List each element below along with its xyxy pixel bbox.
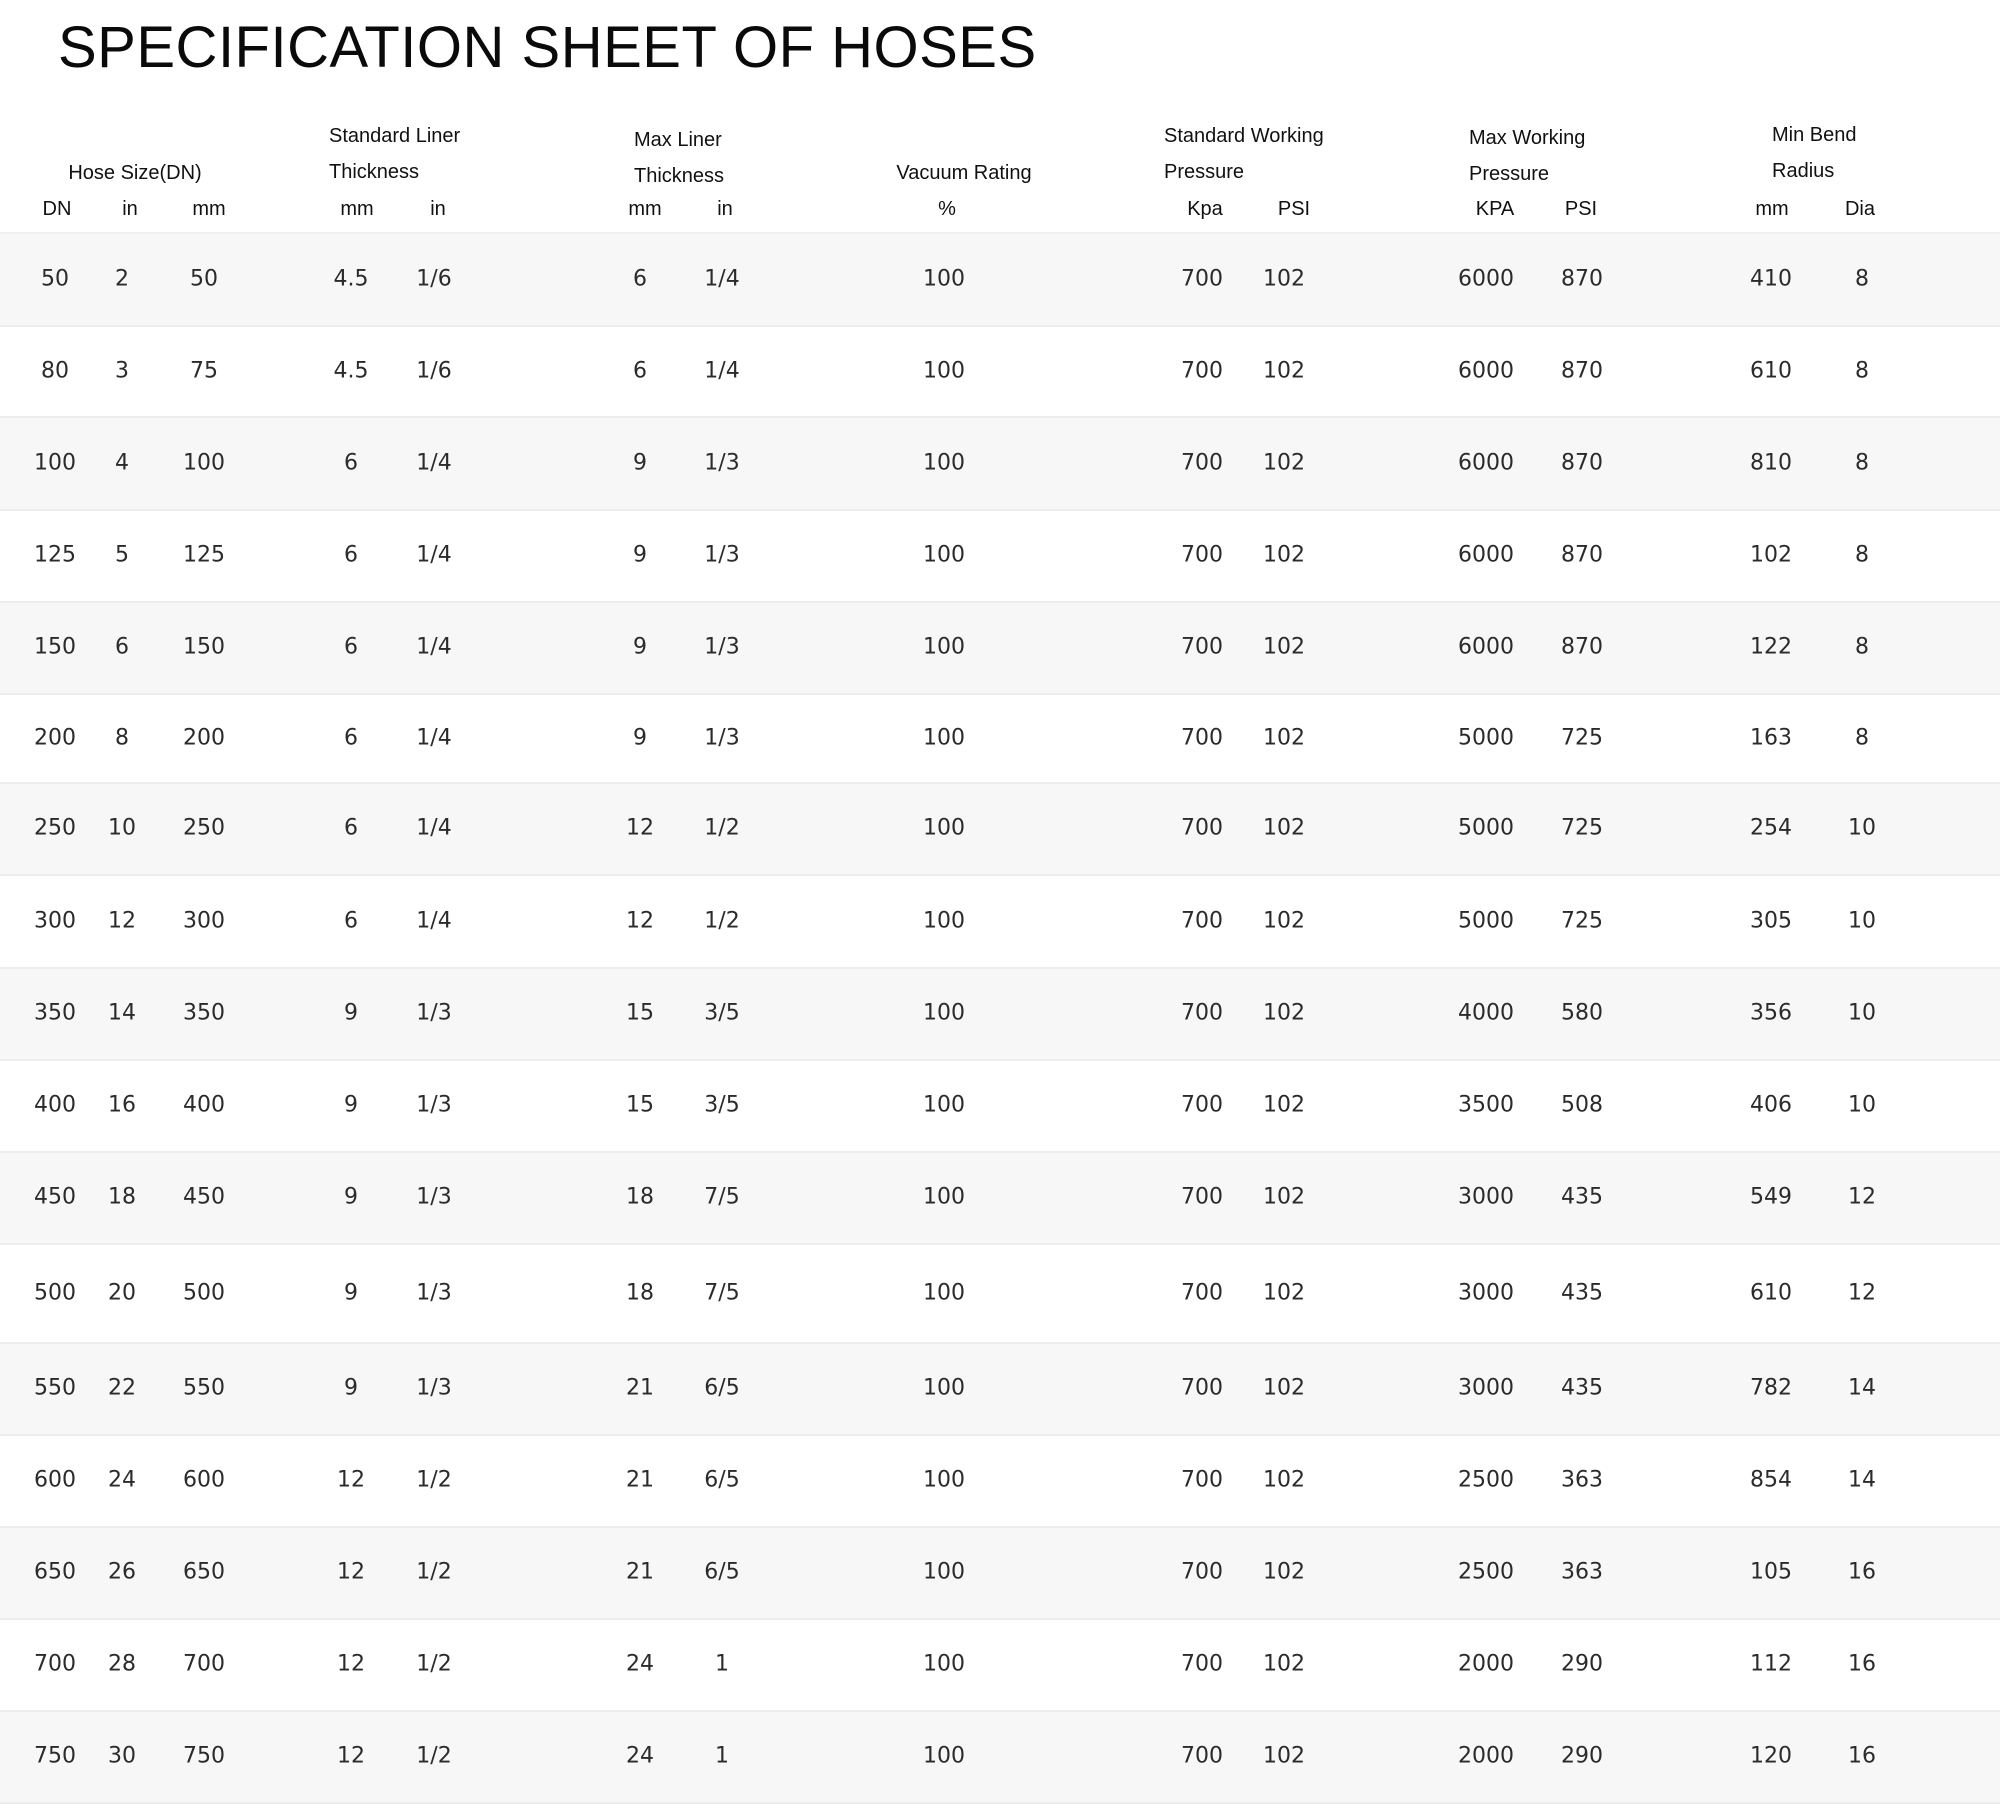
cell-in: 30 bbox=[108, 1743, 136, 1769]
cell-in: 24 bbox=[108, 1467, 136, 1493]
cell-max-wp-kpa: 6000 bbox=[1458, 450, 1514, 475]
cell-max-liner-mm: 9 bbox=[633, 450, 647, 475]
cell-dn: 300 bbox=[34, 908, 76, 933]
cell-vacuum: 100 bbox=[923, 908, 965, 933]
header-vacuum-rating: Vacuum Rating bbox=[896, 162, 1032, 184]
cell-bend-mm: 163 bbox=[1750, 725, 1792, 750]
table-row bbox=[0, 695, 2000, 784]
cell-std-wp-kpa: 700 bbox=[1181, 908, 1223, 933]
cell-dn: 80 bbox=[41, 358, 69, 383]
cell-max-wp-psi: 725 bbox=[1561, 815, 1603, 841]
cell-std-liner-mm: 12 bbox=[337, 1559, 365, 1585]
cell-std-wp-psi: 102 bbox=[1263, 542, 1305, 568]
cell-std-wp-kpa: 700 bbox=[1181, 1559, 1223, 1585]
cell-std-liner-mm: 6 bbox=[344, 634, 358, 660]
table-row bbox=[0, 1061, 2000, 1153]
cell-std-liner-mm: 9 bbox=[344, 1375, 358, 1401]
cell-max-liner-in: 1/4 bbox=[704, 358, 740, 383]
cell-mm: 300 bbox=[183, 908, 225, 933]
cell-max-liner-mm: 15 bbox=[626, 1000, 654, 1026]
cell-max-liner-in: 1/2 bbox=[704, 815, 740, 841]
cell-bend-mm: 305 bbox=[1750, 908, 1792, 933]
table-row bbox=[0, 876, 2000, 969]
cell-bend-mm: 356 bbox=[1750, 1000, 1792, 1026]
cell-bend-dia: 8 bbox=[1855, 266, 1869, 291]
cell-max-liner-mm: 15 bbox=[626, 1092, 654, 1118]
cell-std-liner-in: 1/3 bbox=[416, 1092, 452, 1118]
cell-dn: 250 bbox=[34, 815, 76, 841]
cell-max-wp-psi: 435 bbox=[1561, 1184, 1603, 1210]
cell-std-wp-kpa: 700 bbox=[1181, 266, 1223, 291]
cell-std-wp-psi: 102 bbox=[1263, 815, 1305, 841]
page-title: SPECIFICATION SHEET OF HOSES bbox=[58, 15, 1037, 80]
cell-max-wp-kpa: 6000 bbox=[1458, 266, 1514, 291]
cell-bend-dia: 8 bbox=[1855, 634, 1869, 660]
cell-max-liner-mm: 24 bbox=[626, 1743, 654, 1769]
cell-mm: 550 bbox=[183, 1375, 225, 1401]
cell-in: 16 bbox=[108, 1092, 136, 1118]
cell-max-wp-psi: 435 bbox=[1561, 1280, 1603, 1305]
cell-vacuum: 100 bbox=[923, 358, 965, 383]
cell-vacuum: 100 bbox=[923, 1280, 965, 1305]
cell-in: 20 bbox=[108, 1280, 136, 1305]
unit-in: in bbox=[122, 198, 138, 220]
table-row bbox=[0, 1620, 2000, 1712]
cell-bend-mm: 549 bbox=[1750, 1184, 1792, 1210]
cell-max-liner-in: 1/2 bbox=[704, 908, 740, 933]
cell-bend-dia: 14 bbox=[1848, 1467, 1876, 1493]
cell-bend-dia: 10 bbox=[1848, 1000, 1876, 1026]
cell-vacuum: 100 bbox=[923, 1559, 965, 1585]
cell-std-liner-mm: 9 bbox=[344, 1280, 358, 1305]
header-max-liner-line2: Thickness bbox=[634, 165, 725, 187]
table-row bbox=[0, 784, 2000, 876]
cell-std-liner-in: 1/4 bbox=[416, 634, 452, 660]
cell-max-wp-kpa: 2500 bbox=[1458, 1467, 1514, 1493]
cell-dn: 700 bbox=[34, 1651, 76, 1677]
cell-mm: 200 bbox=[183, 725, 225, 750]
cell-max-wp-kpa: 6000 bbox=[1458, 358, 1514, 383]
cell-dn: 50 bbox=[41, 266, 69, 291]
header-max-working-pressure-line2: Pressure bbox=[1469, 163, 1550, 185]
cell-std-wp-psi: 102 bbox=[1263, 1184, 1305, 1210]
cell-vacuum: 100 bbox=[923, 1092, 965, 1118]
table-row bbox=[0, 1153, 2000, 1245]
cell-std-liner-in: 1/3 bbox=[416, 1375, 452, 1401]
cell-max-wp-kpa: 5000 bbox=[1458, 815, 1514, 841]
cell-in: 28 bbox=[108, 1651, 136, 1677]
cell-max-liner-mm: 12 bbox=[626, 815, 654, 841]
cell-std-wp-psi: 102 bbox=[1263, 358, 1305, 383]
cell-dn: 750 bbox=[34, 1743, 76, 1769]
header-standard-working-pressure-line1: Standard Working bbox=[1164, 125, 1324, 147]
cell-mm: 600 bbox=[183, 1467, 225, 1493]
header-min-bend-radius-line2: Radius bbox=[1772, 160, 1835, 182]
unit-mm: mm bbox=[192, 198, 226, 220]
table-row bbox=[0, 1344, 2000, 1436]
cell-max-liner-mm: 18 bbox=[626, 1280, 654, 1305]
unit-std-liner-in: in bbox=[430, 198, 446, 220]
cell-std-wp-psi: 102 bbox=[1263, 1092, 1305, 1118]
cell-std-liner-in: 1/2 bbox=[416, 1651, 452, 1677]
cell-std-wp-kpa: 700 bbox=[1181, 542, 1223, 568]
cell-max-liner-in: 7/5 bbox=[704, 1184, 740, 1210]
cell-in: 22 bbox=[108, 1375, 136, 1401]
cell-std-wp-psi: 102 bbox=[1263, 634, 1305, 660]
unit-max-liner-mm: mm bbox=[628, 198, 662, 220]
cell-bend-dia: 12 bbox=[1848, 1184, 1876, 1210]
cell-std-liner-mm: 6 bbox=[344, 908, 358, 933]
cell-bend-dia: 10 bbox=[1848, 1092, 1876, 1118]
cell-max-wp-kpa: 2500 bbox=[1458, 1559, 1514, 1585]
cell-max-wp-kpa: 2000 bbox=[1458, 1743, 1514, 1769]
cell-max-wp-kpa: 6000 bbox=[1458, 542, 1514, 568]
header-min-bend-radius-line1: Min Bend bbox=[1772, 124, 1857, 146]
cell-vacuum: 100 bbox=[923, 450, 965, 475]
cell-max-liner-in: 1/4 bbox=[704, 266, 740, 291]
cell-mm: 750 bbox=[183, 1743, 225, 1769]
cell-vacuum: 100 bbox=[923, 634, 965, 660]
cell-dn: 450 bbox=[34, 1184, 76, 1210]
cell-bend-mm: 102 bbox=[1750, 542, 1792, 568]
cell-mm: 450 bbox=[183, 1184, 225, 1210]
cell-std-wp-psi: 102 bbox=[1263, 1000, 1305, 1026]
cell-std-wp-kpa: 700 bbox=[1181, 634, 1223, 660]
cell-std-liner-mm: 9 bbox=[344, 1000, 358, 1026]
cell-std-wp-psi: 102 bbox=[1263, 908, 1305, 933]
cell-max-liner-in: 6/5 bbox=[704, 1375, 740, 1401]
cell-max-liner-mm: 18 bbox=[626, 1184, 654, 1210]
cell-bend-dia: 16 bbox=[1848, 1743, 1876, 1769]
cell-std-liner-mm: 4.5 bbox=[333, 358, 369, 383]
cell-std-wp-kpa: 700 bbox=[1181, 1280, 1223, 1305]
cell-max-liner-mm: 21 bbox=[626, 1467, 654, 1493]
cell-max-liner-in: 1 bbox=[715, 1651, 729, 1677]
cell-bend-dia: 16 bbox=[1848, 1651, 1876, 1677]
cell-std-wp-kpa: 700 bbox=[1181, 1000, 1223, 1026]
cell-std-wp-kpa: 700 bbox=[1181, 815, 1223, 841]
cell-max-liner-mm: 9 bbox=[633, 725, 647, 750]
cell-in: 10 bbox=[108, 815, 136, 841]
cell-std-wp-psi: 102 bbox=[1263, 725, 1305, 750]
cell-bend-dia: 12 bbox=[1848, 1280, 1876, 1305]
cell-mm: 125 bbox=[183, 542, 225, 568]
cell-std-liner-mm: 6 bbox=[344, 450, 358, 475]
cell-max-liner-in: 1/3 bbox=[704, 450, 740, 475]
cell-max-wp-psi: 870 bbox=[1561, 542, 1603, 568]
cell-max-wp-psi: 725 bbox=[1561, 908, 1603, 933]
cell-std-liner-in: 1/4 bbox=[416, 908, 452, 933]
cell-max-liner-in: 1 bbox=[715, 1743, 729, 1769]
cell-bend-mm: 610 bbox=[1750, 358, 1792, 383]
cell-vacuum: 100 bbox=[923, 1000, 965, 1026]
table-row bbox=[0, 969, 2000, 1061]
table-row bbox=[0, 327, 2000, 418]
cell-vacuum: 100 bbox=[923, 815, 965, 841]
cell-max-liner-in: 3/5 bbox=[704, 1000, 740, 1026]
cell-max-liner-mm: 21 bbox=[626, 1375, 654, 1401]
cell-bend-dia: 8 bbox=[1855, 725, 1869, 750]
cell-std-wp-psi: 102 bbox=[1263, 266, 1305, 291]
cell-std-liner-mm: 6 bbox=[344, 725, 358, 750]
cell-std-liner-mm: 12 bbox=[337, 1651, 365, 1677]
table-row bbox=[0, 1712, 2000, 1804]
cell-in: 26 bbox=[108, 1559, 136, 1585]
cell-bend-dia: 10 bbox=[1848, 908, 1876, 933]
cell-bend-mm: 406 bbox=[1750, 1092, 1792, 1118]
cell-std-wp-kpa: 700 bbox=[1181, 1651, 1223, 1677]
cell-bend-mm: 112 bbox=[1750, 1651, 1792, 1677]
header-max-liner-line1: Max Liner bbox=[634, 129, 722, 151]
cell-max-wp-psi: 363 bbox=[1561, 1467, 1603, 1493]
cell-bend-dia: 10 bbox=[1848, 815, 1876, 841]
cell-bend-dia: 8 bbox=[1855, 450, 1869, 475]
table-row bbox=[0, 1528, 2000, 1620]
unit-bend-mm: mm bbox=[1755, 198, 1789, 220]
unit-std-wp-kpa: Kpa bbox=[1187, 198, 1223, 220]
cell-std-liner-mm: 9 bbox=[344, 1184, 358, 1210]
cell-mm: 75 bbox=[190, 358, 218, 383]
cell-max-wp-psi: 870 bbox=[1561, 358, 1603, 383]
cell-max-wp-psi: 870 bbox=[1561, 634, 1603, 660]
cell-max-wp-psi: 363 bbox=[1561, 1559, 1603, 1585]
unit-max-wp-kpa: KPA bbox=[1475, 198, 1515, 220]
cell-max-wp-kpa: 4000 bbox=[1458, 1000, 1514, 1026]
cell-max-wp-psi: 508 bbox=[1561, 1092, 1603, 1118]
cell-max-liner-mm: 12 bbox=[626, 908, 654, 933]
cell-max-wp-psi: 870 bbox=[1561, 266, 1603, 291]
unit-std-liner-mm: mm bbox=[340, 198, 374, 220]
cell-max-wp-psi: 290 bbox=[1561, 1743, 1603, 1769]
cell-std-wp-kpa: 700 bbox=[1181, 358, 1223, 383]
cell-std-liner-in: 1/3 bbox=[416, 1000, 452, 1026]
cell-max-wp-kpa: 3500 bbox=[1458, 1092, 1514, 1118]
cell-mm: 50 bbox=[190, 266, 218, 291]
cell-max-liner-mm: 9 bbox=[633, 634, 647, 660]
cell-vacuum: 100 bbox=[923, 1184, 965, 1210]
table-row bbox=[0, 418, 2000, 511]
cell-std-liner-in: 1/3 bbox=[416, 1280, 452, 1305]
cell-std-wp-psi: 102 bbox=[1263, 1743, 1305, 1769]
cell-std-liner-mm: 4.5 bbox=[333, 266, 369, 291]
cell-mm: 350 bbox=[183, 1000, 225, 1026]
cell-max-wp-psi: 870 bbox=[1561, 450, 1603, 475]
cell-dn: 125 bbox=[34, 542, 76, 568]
cell-in: 5 bbox=[115, 542, 129, 568]
cell-in: 4 bbox=[115, 450, 129, 475]
cell-std-liner-mm: 12 bbox=[337, 1467, 365, 1493]
cell-in: 3 bbox=[115, 358, 129, 383]
cell-std-wp-kpa: 700 bbox=[1181, 1375, 1223, 1401]
header-standard-liner-line1: Standard Liner bbox=[329, 125, 461, 147]
cell-max-liner-in: 6/5 bbox=[704, 1467, 740, 1493]
cell-std-wp-kpa: 700 bbox=[1181, 450, 1223, 475]
unit-max-wp-psi: PSI bbox=[1564, 198, 1598, 220]
cell-max-wp-psi: 580 bbox=[1561, 1000, 1603, 1026]
cell-max-liner-in: 7/5 bbox=[704, 1280, 740, 1305]
cell-mm: 500 bbox=[183, 1280, 225, 1305]
cell-max-wp-kpa: 5000 bbox=[1458, 908, 1514, 933]
cell-max-liner-mm: 6 bbox=[633, 266, 647, 291]
cell-std-liner-mm: 6 bbox=[344, 542, 358, 568]
table-row bbox=[0, 1436, 2000, 1528]
cell-in: 18 bbox=[108, 1184, 136, 1210]
cell-std-liner-mm: 12 bbox=[337, 1743, 365, 1769]
cell-vacuum: 100 bbox=[923, 542, 965, 568]
cell-max-wp-kpa: 6000 bbox=[1458, 634, 1514, 660]
cell-vacuum: 100 bbox=[923, 266, 965, 291]
unit-std-wp-psi: PSI bbox=[1277, 198, 1311, 220]
cell-bend-mm: 782 bbox=[1750, 1375, 1792, 1401]
table-row bbox=[0, 1245, 2000, 1344]
cell-vacuum: 100 bbox=[923, 1743, 965, 1769]
unit-max-liner-in: in bbox=[717, 198, 733, 220]
header-standard-working-pressure-line2: Pressure bbox=[1164, 161, 1245, 183]
cell-mm: 650 bbox=[183, 1559, 225, 1585]
cell-max-liner-in: 1/3 bbox=[704, 725, 740, 750]
header-hose-size: Hose Size(DN) bbox=[68, 162, 202, 184]
cell-bend-mm: 105 bbox=[1750, 1559, 1792, 1585]
cell-dn: 650 bbox=[34, 1559, 76, 1585]
cell-bend-mm: 854 bbox=[1750, 1467, 1792, 1493]
cell-max-liner-mm: 9 bbox=[633, 542, 647, 568]
cell-bend-mm: 410 bbox=[1750, 266, 1792, 291]
cell-in: 8 bbox=[115, 725, 129, 750]
cell-max-wp-kpa: 3000 bbox=[1458, 1280, 1514, 1305]
cell-bend-dia: 14 bbox=[1848, 1375, 1876, 1401]
cell-dn: 100 bbox=[34, 450, 76, 475]
cell-mm: 400 bbox=[183, 1092, 225, 1118]
cell-max-liner-in: 1/3 bbox=[704, 542, 740, 568]
cell-max-wp-kpa: 3000 bbox=[1458, 1375, 1514, 1401]
cell-std-liner-mm: 9 bbox=[344, 1092, 358, 1118]
cell-vacuum: 100 bbox=[923, 1467, 965, 1493]
cell-std-liner-mm: 6 bbox=[344, 815, 358, 841]
cell-in: 12 bbox=[108, 908, 136, 933]
cell-std-wp-psi: 102 bbox=[1263, 450, 1305, 475]
header-standard-liner-line2: Thickness bbox=[329, 161, 420, 183]
cell-std-wp-psi: 102 bbox=[1263, 1559, 1305, 1585]
cell-std-liner-in: 1/6 bbox=[416, 266, 452, 291]
cell-bend-mm: 120 bbox=[1750, 1743, 1792, 1769]
table-row bbox=[0, 603, 2000, 695]
cell-mm: 100 bbox=[183, 450, 225, 475]
cell-max-liner-in: 6/5 bbox=[704, 1559, 740, 1585]
cell-dn: 600 bbox=[34, 1467, 76, 1493]
cell-vacuum: 100 bbox=[923, 1375, 965, 1401]
cell-in: 2 bbox=[115, 266, 129, 291]
cell-std-wp-kpa: 700 bbox=[1181, 1467, 1223, 1493]
cell-bend-mm: 122 bbox=[1750, 634, 1792, 660]
cell-vacuum: 100 bbox=[923, 1651, 965, 1677]
cell-std-liner-in: 1/4 bbox=[416, 815, 452, 841]
cell-mm: 250 bbox=[183, 815, 225, 841]
cell-dn: 550 bbox=[34, 1375, 76, 1401]
cell-max-liner-mm: 6 bbox=[633, 358, 647, 383]
cell-bend-mm: 254 bbox=[1750, 815, 1792, 841]
cell-std-wp-psi: 102 bbox=[1263, 1375, 1305, 1401]
unit-vacuum-percent: % bbox=[938, 198, 956, 220]
cell-bend-mm: 810 bbox=[1750, 450, 1792, 475]
cell-bend-dia: 16 bbox=[1848, 1559, 1876, 1585]
cell-std-liner-in: 1/4 bbox=[416, 450, 452, 475]
unit-bend-dia: Dia bbox=[1844, 198, 1876, 220]
cell-dn: 350 bbox=[34, 1000, 76, 1026]
cell-std-wp-kpa: 700 bbox=[1181, 1743, 1223, 1769]
cell-mm: 700 bbox=[183, 1651, 225, 1677]
cell-max-wp-kpa: 5000 bbox=[1458, 725, 1514, 750]
cell-max-wp-psi: 290 bbox=[1561, 1651, 1603, 1677]
cell-std-liner-in: 1/4 bbox=[416, 725, 452, 750]
cell-max-wp-kpa: 2000 bbox=[1458, 1651, 1514, 1677]
cell-mm: 150 bbox=[183, 634, 225, 660]
table-row bbox=[0, 511, 2000, 603]
cell-in: 6 bbox=[115, 634, 129, 660]
cell-dn: 200 bbox=[34, 725, 76, 750]
cell-std-wp-psi: 102 bbox=[1263, 1280, 1305, 1305]
cell-dn: 500 bbox=[34, 1280, 76, 1305]
cell-max-liner-mm: 24 bbox=[626, 1651, 654, 1677]
header-max-working-pressure-line1: Max Working bbox=[1469, 127, 1586, 149]
cell-max-wp-psi: 435 bbox=[1561, 1375, 1603, 1401]
cell-max-liner-mm: 21 bbox=[626, 1559, 654, 1585]
cell-std-wp-kpa: 700 bbox=[1181, 1184, 1223, 1210]
cell-bend-dia: 8 bbox=[1855, 358, 1869, 383]
cell-bend-mm: 610 bbox=[1750, 1280, 1792, 1305]
cell-std-wp-psi: 102 bbox=[1263, 1651, 1305, 1677]
cell-std-liner-in: 1/6 bbox=[416, 358, 452, 383]
unit-dn: DN bbox=[42, 198, 72, 220]
cell-std-liner-in: 1/2 bbox=[416, 1467, 452, 1493]
cell-dn: 150 bbox=[34, 634, 76, 660]
cell-std-liner-in: 1/3 bbox=[416, 1184, 452, 1210]
cell-std-liner-in: 1/2 bbox=[416, 1743, 452, 1769]
cell-max-liner-in: 1/3 bbox=[704, 634, 740, 660]
cell-std-wp-kpa: 700 bbox=[1181, 725, 1223, 750]
table-row bbox=[0, 234, 2000, 327]
cell-vacuum: 100 bbox=[923, 725, 965, 750]
cell-dn: 400 bbox=[34, 1092, 76, 1118]
cell-std-wp-kpa: 700 bbox=[1181, 1092, 1223, 1118]
cell-max-wp-kpa: 3000 bbox=[1458, 1184, 1514, 1210]
cell-in: 14 bbox=[108, 1000, 136, 1026]
cell-max-wp-psi: 725 bbox=[1561, 725, 1603, 750]
cell-std-liner-in: 1/4 bbox=[416, 542, 452, 568]
cell-std-wp-psi: 102 bbox=[1263, 1467, 1305, 1493]
cell-std-liner-in: 1/2 bbox=[416, 1559, 452, 1585]
cell-max-liner-in: 3/5 bbox=[704, 1092, 740, 1118]
cell-bend-dia: 8 bbox=[1855, 542, 1869, 568]
